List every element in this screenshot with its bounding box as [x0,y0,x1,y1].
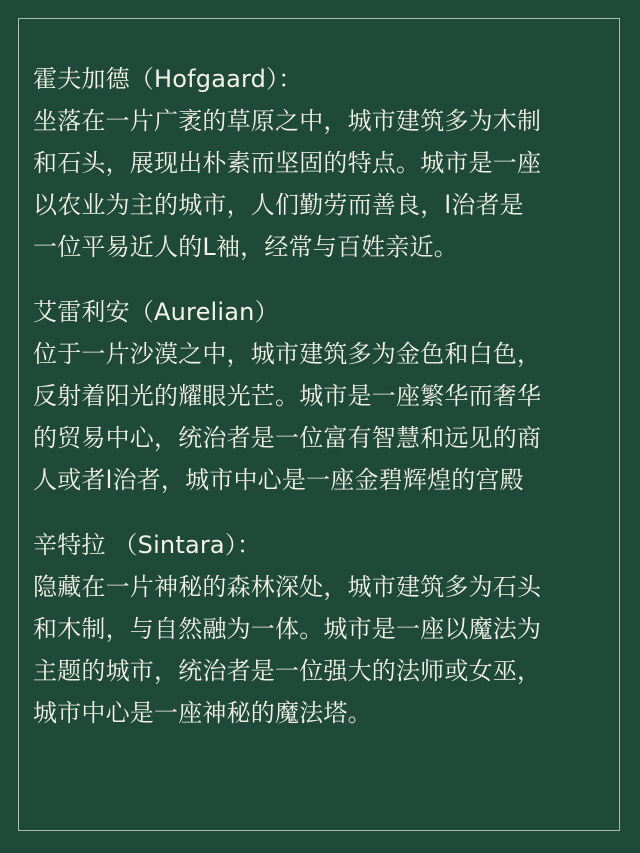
section-line: 的贸易中心，统治者是一位富有智慧和远见的商 [33,424,542,452]
section-line: 以农业为主的城市，人们勤劳而善良，l治者是 [33,191,524,219]
section-title: 艾雷利安（Aurelian） [33,298,279,326]
section-line: 隐藏在一片神秘的森林深处，城市建筑多为石头 [33,573,542,601]
section-line: 和石头，展现出朴素而坚固的特点。城市是一座 [33,149,542,177]
city-section-aurelian [33,295,613,498]
section-line: 人或者l治者，城市中心是一座金碧辉煌的宫殿 [33,466,524,494]
section-line: 和木制，与自然融为一体。城市是一座以魔法为 [33,615,542,643]
section-line: 反射着阳光的耀眼光芒。城市是一座繁华而奢华 [33,382,542,410]
section-title: 辛特拉 （Sintara）： [33,531,262,559]
section-line: 坐落在一片广袤的草原之中，城市建筑多为木制 [33,107,542,135]
section-line: 一位平易近人的L袖，经常与百姓亲近。 [33,233,458,261]
section-line: 位于一片沙漠之中，城市建筑多为金色和白色， [33,340,542,368]
document-content [33,62,613,761]
section-line: 主题的城市，统治者是一位强大的法师或女巫， [33,657,542,685]
section-title: 霍夫加德（Hofgaard）： [33,65,303,93]
city-section-sintara [33,528,613,731]
section-line: 城市中心是一座神秘的魔法塔。 [33,699,372,727]
city-section-hofgaard [33,62,613,265]
